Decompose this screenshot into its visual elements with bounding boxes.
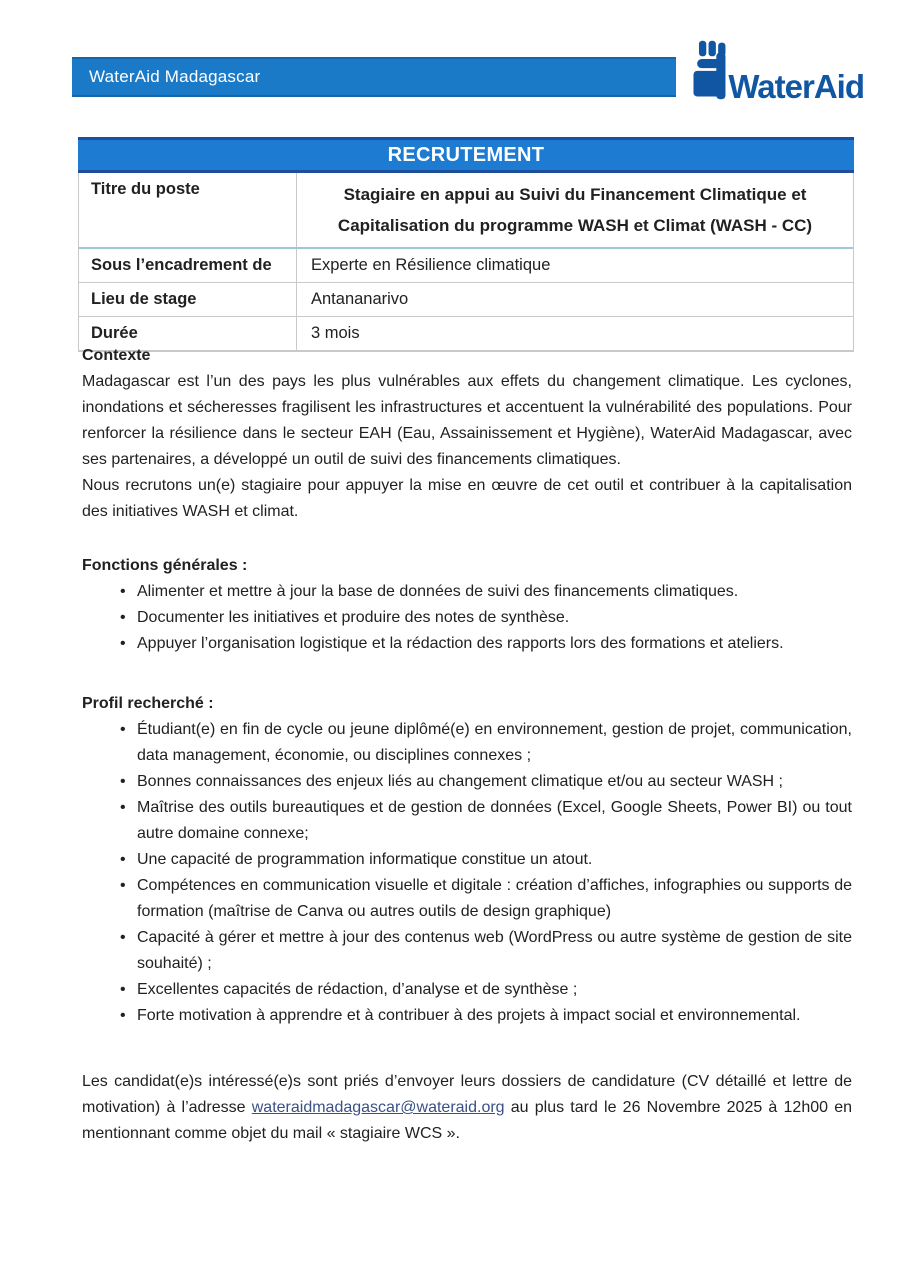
contexte-paragraph-1: Madagascar est l’un des pays les plus vulnérables aux effets du changement climatique. Les cyclones, inondations et sécheresses fragilisent les infrastructures et accentuent la vulnérabilité des populations. Pour renforcer la résilience dans le secteur EAH (Eau, Assainissement et Hygiène), WaterAid Madagascar, avec ses partenaires, a développé un outil de suivi des financements climatiques. — [82, 373, 852, 468]
list-item: • Appuyer l’organisation logistique et la rédaction des rapports lors des formations et ateliers. — [82, 631, 852, 657]
logo-wordmark: WaterAid — [728, 68, 864, 106]
wateraid-logo — [688, 36, 864, 106]
row-label: Durée — [79, 317, 297, 350]
list-item: • Bonnes connaissances des enjeux liés au changement climatique et/ou au secteur WASH ; — [82, 769, 852, 795]
list-item: • Excellentes capacités de rédaction, d’analyse et de synthèse ; — [82, 977, 852, 1003]
header-banner — [72, 57, 676, 97]
list-item: • Maîtrise des outils bureautiques et de gestion de données (Excel, Google Sheets, Power BI) ou tout autre domaine connexe; — [82, 795, 852, 847]
list-item: • Documenter les initiatives et produire des notes de synthèse. — [82, 605, 852, 631]
row-label: Titre du poste — [79, 173, 297, 247]
table-header-band: RECRUTEMENT — [78, 137, 854, 173]
wateraid-hand-drop-icon — [688, 38, 726, 102]
list-item: • Étudiant(e) en fin de cycle ou jeune diplômé(e) en environnement, gestion de projet, communication, data management, économie, ou disciplines connexes ; — [82, 717, 852, 769]
table-body — [78, 173, 854, 352]
list-item: • Forte motivation à apprendre et à contribuer à des projets à impact social et environnemental. — [82, 1003, 852, 1029]
document-body — [82, 343, 852, 1147]
recruitment-table — [78, 137, 854, 352]
list-item: • Capacité à gérer et mettre à jour des contenus web (WordPress ou autre système de gestion de site souhaité) ; — [82, 925, 852, 977]
table-row-lieu — [79, 283, 853, 317]
closing-paragraph — [82, 1069, 852, 1147]
list-item: • Alimenter et mettre à jour la base de données de suivi des financements climatiques. — [82, 579, 852, 605]
row-label: Lieu de stage — [79, 283, 297, 316]
section-heading-fonctions: Fonctions générales : — [82, 557, 248, 574]
fonctions-list — [82, 579, 852, 657]
banner-title: WaterAid Madagascar — [89, 67, 261, 86]
row-value: Stagiaire en appui au Suivi du Financement Climatique et Capitalisation du programme WASH et Climat (WASH - CC) — [337, 185, 813, 235]
table-row-titre — [79, 173, 853, 249]
email-link[interactable]: wateraidmadagascar@wateraid.org — [251, 1099, 505, 1116]
section-heading-contexte: Contexte — [82, 347, 151, 364]
row-value: Experte en Résilience climatique — [311, 256, 551, 274]
contexte-paragraph-2: Nous recrutons un(e) stagiaire pour appuyer la mise en œuvre de cet outil et contribuer à la capitalisation des initiatives WASH et climat. — [82, 477, 852, 520]
profil-list — [82, 717, 852, 1029]
table-row-encadrement — [79, 249, 853, 283]
section-heading-profil: Profil recherché : — [82, 695, 214, 712]
list-item: • Compétences en communication visuelle et digitale : création d’affiches, infographies ou supports de formation (maîtrise de Canva ou autres outils de design graphique) — [82, 873, 852, 925]
row-value: Antananarivo — [311, 290, 409, 308]
closing-text-before: Les candidat(e)s intéressé(e)s sont priés d’envoyer leurs dossiers de candidature (CV détaillé et lettre de motivation) à l’adresse — [82, 1073, 852, 1116]
list-item: • Une capacité de programmation informatique constitue un atout. — [82, 847, 852, 873]
closing-text-after: au plus tard le 26 Novembre 2025 à 12h00 en mentionnant comme objet du mail « stagiaire WCS ». — [82, 1099, 852, 1142]
row-value: 3 mois — [311, 324, 360, 342]
row-label: Sous l’encadrement de — [79, 249, 297, 282]
